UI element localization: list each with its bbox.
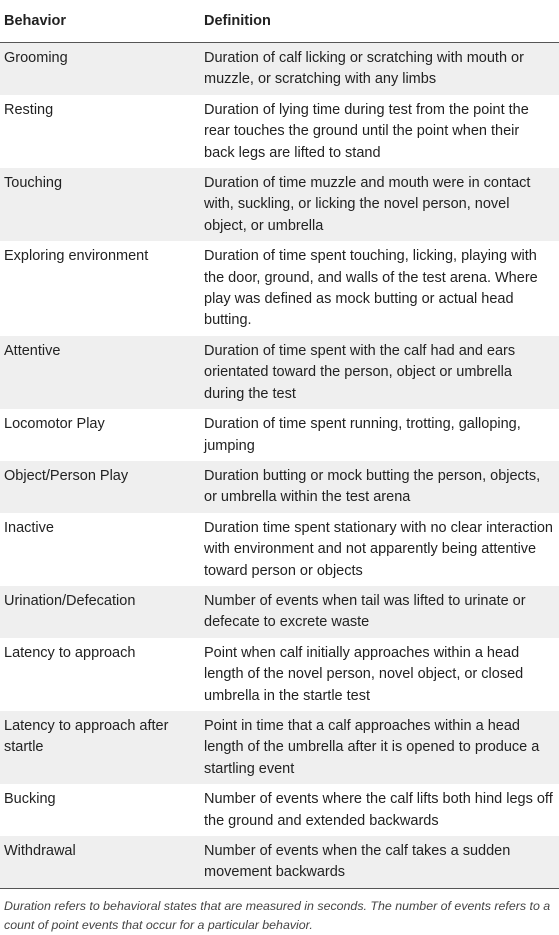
table-row: [0, 43, 559, 95]
table-row: [0, 836, 559, 888]
definition-cell: Point when calf initially approaches within a head length of the novel person, novel object, or closed umbrella in the startle test: [204, 638, 559, 711]
table-row: [0, 586, 559, 638]
table-row: [0, 784, 559, 836]
behavior-cell: Object/Person Play: [0, 461, 204, 513]
definition-cell: Number of events when the calf takes a sudden movement backwards: [204, 836, 559, 888]
table-row: [0, 336, 559, 409]
behavior-cell: Withdrawal: [0, 836, 204, 888]
column-header-behavior: Behavior: [0, 0, 204, 43]
table-row: [0, 409, 559, 461]
definition-cell: Number of events when tail was lifted to urinate or defecate to excrete waste: [204, 586, 559, 638]
definition-cell: Duration of time spent with the calf had and ears orientated toward the person, object or umbrella during the test: [204, 336, 559, 409]
definition-cell: Duration of time muzzle and mouth were in contact with, suckling, or licking the novel person, novel object, or umbrella: [204, 168, 559, 241]
behavior-cell: Inactive: [0, 513, 204, 586]
definition-cell: Duration time spent stationary with no clear interaction with environment and not apparently being attentive toward person or objects: [204, 513, 559, 586]
behavior-cell: Attentive: [0, 336, 204, 409]
definition-cell: Number of events where the calf lifts both hind legs off the ground and extended backwards: [204, 784, 559, 836]
behavior-cell: Latency to approach after startle: [0, 711, 204, 784]
behavior-cell: Resting: [0, 95, 204, 168]
table-body: [0, 43, 559, 889]
behavior-cell: Touching: [0, 168, 204, 241]
table-row: [0, 513, 559, 586]
behavior-cell: Urination/Defecation: [0, 586, 204, 638]
table-row: [0, 638, 559, 711]
definition-cell: Point in time that a calf approaches within a head length of the umbrella after it is opened to produce a startling event: [204, 711, 559, 784]
definition-cell: Duration of lying time during test from the point the rear touches the ground until the point when their back legs are lifted to stand: [204, 95, 559, 168]
table-header-row: [0, 0, 559, 43]
table-row: [0, 241, 559, 336]
table-header: [0, 0, 559, 43]
behavior-cell: Locomotor Play: [0, 409, 204, 461]
behavior-cell: Latency to approach: [0, 638, 204, 711]
definition-cell: Duration of time spent touching, licking, playing with the door, ground, and walls of the test arena. Where play was defined as mock butting or actual head butting.: [204, 241, 559, 336]
table-row: [0, 95, 559, 168]
table-footnote: Duration refers to behavioral states that are measured in seconds. The number of events refers to a count of point events that occur for a particular behavior.: [4, 898, 551, 932]
behavior-cell: Exploring environment: [0, 241, 204, 336]
definition-cell: Duration of calf licking or scratching with mouth or muzzle, or scratching with any limbs: [204, 43, 559, 95]
column-header-definition: Definition: [204, 0, 559, 43]
table-row: [0, 711, 559, 784]
definition-cell: Duration of time spent running, trotting, galloping, jumping: [204, 409, 559, 461]
definition-cell: Duration butting or mock butting the person, objects, or umbrella within the test arena: [204, 461, 559, 513]
behavior-cell: Bucking: [0, 784, 204, 836]
table-row: [0, 461, 559, 513]
table-row: [0, 168, 559, 241]
behavior-cell: Grooming: [0, 43, 204, 95]
